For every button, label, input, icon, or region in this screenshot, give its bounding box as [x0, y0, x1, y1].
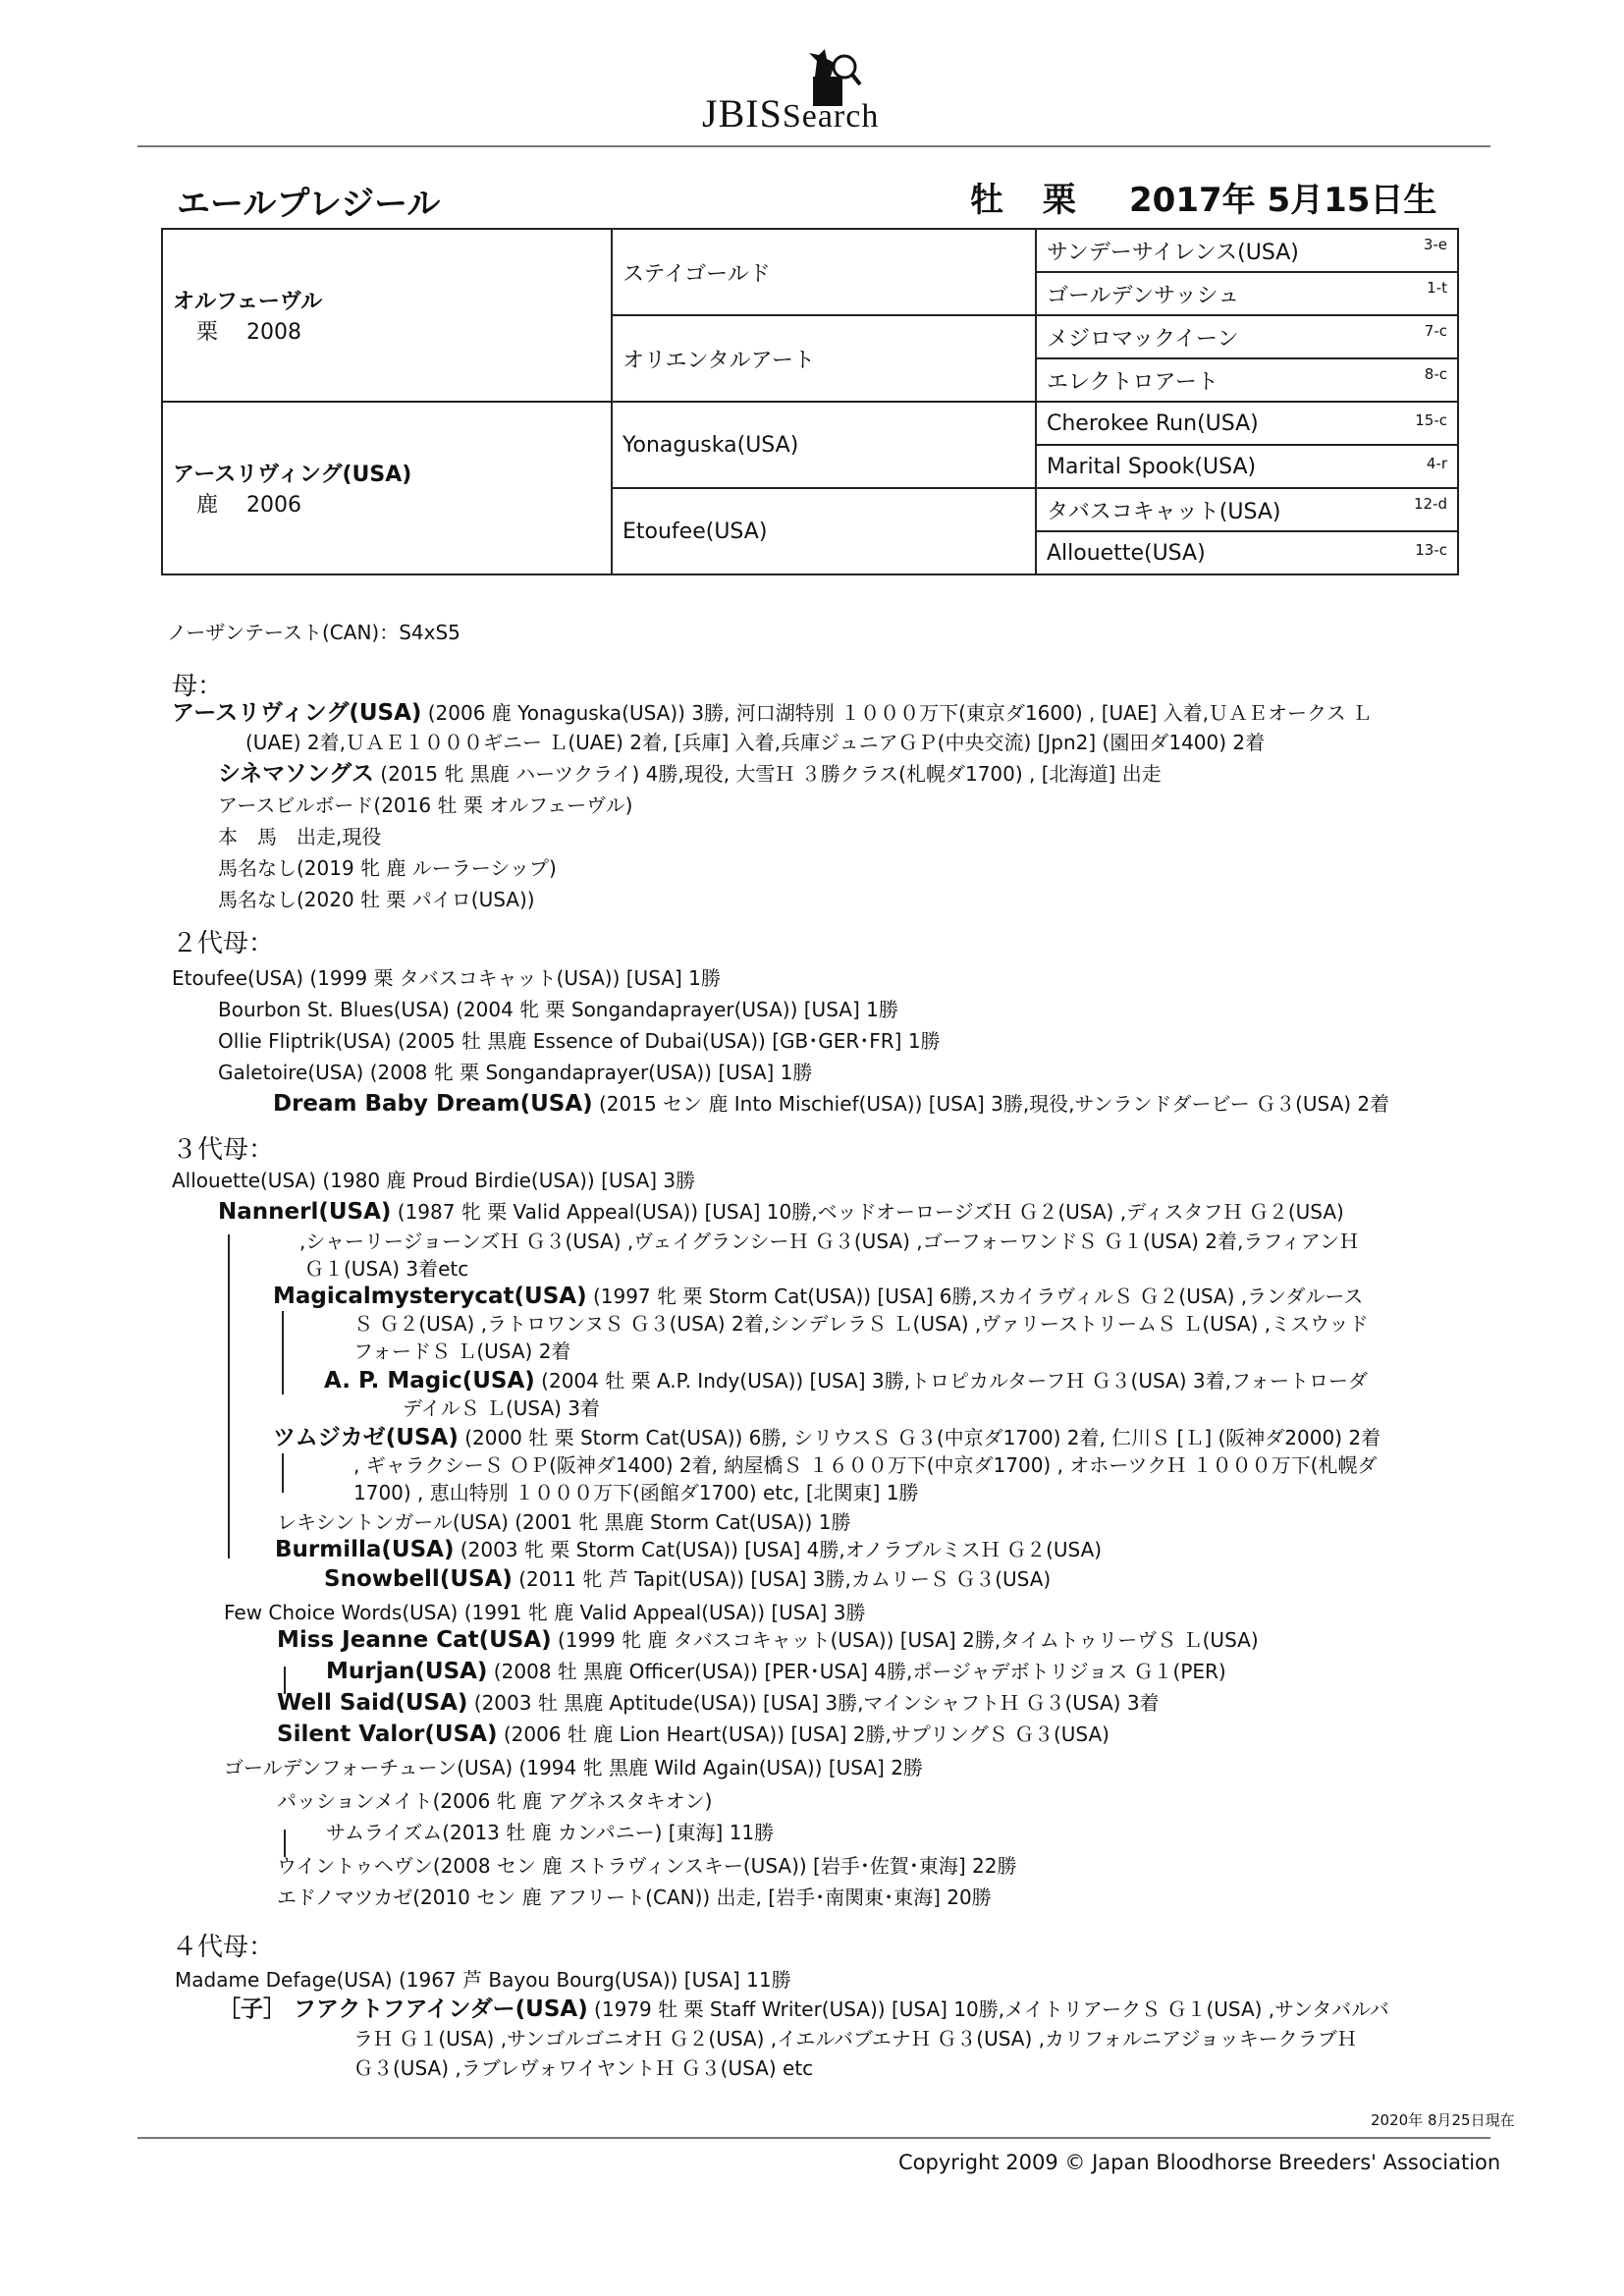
dam-dam: Etoufee(USA) — [612, 488, 1036, 574]
line-text: Etoufee(USA) (1999 栗 タバスコキャット(USA)) [USA] 1勝 — [172, 966, 721, 990]
family-line — [353, 1451, 1377, 1479]
family-line — [277, 1852, 1016, 1880]
line-text: (2003 牡 黒鹿 Aptitude(USA)) [USA] 3勝,マインシャフトＨ Ｇ３(USA) 3着 — [467, 1691, 1160, 1715]
line-text: (1997 牝 栗 Storm Cat(USA)) [USA] 6勝,スカイラヴィルＳ Ｇ２(USA) ,ランダルース — [586, 1285, 1364, 1308]
family-line — [172, 699, 1372, 727]
family-line — [277, 1508, 850, 1536]
family-line — [353, 2054, 813, 2082]
birth-date: 2017年 5月15日生 — [1129, 181, 1437, 220]
jbis-logo — [702, 47, 957, 140]
line-text: (2006 牡 鹿 Lion Heart(USA)) [USA] 2勝,サプリングＳ Ｇ３(USA) — [497, 1722, 1110, 1746]
line-text: ゴールデンフォーチューン(USA) (1994 牝 黒鹿 Wild Again(USA)) [USA] 2勝 — [224, 1756, 923, 1779]
section-4th-dam: ４代母： — [172, 1933, 275, 1962]
family-line — [218, 760, 1162, 788]
family-line — [326, 1658, 1226, 1685]
family-line — [172, 964, 721, 992]
horse-bold-name: Snowbell(USA) — [324, 1566, 513, 1592]
family-line — [218, 886, 535, 913]
line-text: フォードＳ Ｌ(USA) 2着 — [353, 1339, 571, 1363]
line-text: Ｇ３(USA) ,ラブレヴォワイヤントＨ Ｇ３(USA) etc — [353, 2056, 814, 2080]
line-text: (1987 牝 栗 Valid Appeal(USA)) [USA] 10勝,ベッドオーロージズＨ Ｇ２(USA) ,ディスタフＨ Ｇ２(USA) — [391, 1200, 1344, 1224]
sire-cell: オルフェーヴル 栗 2008 — [162, 229, 612, 402]
gen3-cell: Marital Spook(USA) 4-r — [1036, 445, 1458, 488]
line-text: (2008 牡 黒鹿 Officer(USA)) [PER･USA] 4勝,ポージャデボトリジョス Ｇ１(PER) — [487, 1660, 1226, 1683]
sire-sire: ステイゴールド — [612, 229, 1036, 315]
family-line — [218, 1995, 1389, 2023]
line-text: Ｇ１(USA) 3着etc — [304, 1257, 469, 1281]
horse-bold-name: シネマソングス — [218, 761, 374, 787]
section-dam: 母： — [172, 672, 224, 701]
family-line — [218, 1027, 941, 1055]
horse-bold-name: ツムジカゼ(USA) — [273, 1425, 459, 1450]
horse-bold-name: アースリヴィング(USA) — [172, 700, 422, 726]
family-line — [304, 1255, 468, 1283]
horse-bold-name: Murjan(USA) — [326, 1659, 488, 1684]
gen3-cell: Allouette(USA) 13-c — [1036, 531, 1458, 574]
line-text: (2011 牝 芦 Tapit(USA)) [USA] 3勝,カムリーＳ Ｇ３(USA) — [512, 1567, 1052, 1591]
line-text: ウイントゥヘヴン(2008 セン 鹿 ストラヴィンスキー(USA)) [岩手･佐賀･東海] 22勝 — [277, 1854, 1017, 1878]
family-line — [273, 1424, 1380, 1451]
line-text: パッションメイト(2006 牝 鹿 アグネスタキオン) — [277, 1789, 713, 1813]
line-text: Ollie Fliptrik(USA) (2005 牡 黒鹿 Essence of Dubai(USA)) [GB･GER･FR] 1勝 — [218, 1029, 941, 1053]
horse-bold-name: Magicalmysterycat(USA) — [273, 1284, 587, 1309]
family-line — [273, 1283, 1363, 1310]
line-text: Galetoire(USA) (2008 牝 栗 Songandaprayer(USA)) [USA] 1勝 — [218, 1061, 813, 1084]
logo-text: JBISSearch — [702, 91, 880, 136]
gen3-cell: メジロマックイーン 7-c — [1036, 315, 1458, 358]
section-2nd-dam: ２代母： — [172, 929, 275, 958]
family-line — [224, 1754, 923, 1781]
line-text: 馬名なし(2019 牝 鹿 ルーラーシップ) — [218, 856, 557, 880]
family-line — [353, 2025, 1357, 2052]
family-line — [277, 1787, 712, 1815]
line-text: 本 馬 出走,現役 — [218, 825, 382, 848]
horse-bold-name: Burmilla(USA) — [275, 1537, 455, 1562]
horse-bold-name: Silent Valor(USA) — [277, 1722, 498, 1747]
line-text: , ギャラクシーＳ ＯＰ(阪神ダ1400) 2着, 納屋橋Ｓ １６００万下(中京ダ1700) , オホーツクＨ １０００万下(札幌ダ — [353, 1453, 1378, 1477]
horse-bold-name: Miss Jeanne Cat(USA) — [277, 1627, 552, 1653]
family-line — [324, 1367, 1368, 1394]
line-text: (2003 牝 栗 Storm Cat(USA)) [USA] 4勝,オノラブルミスＨ Ｇ２(USA) — [454, 1538, 1103, 1561]
family-line — [353, 1338, 570, 1365]
gen3-cell: Cherokee Run(USA) 15-c — [1036, 402, 1458, 445]
line-text: (UAE) 2着,ＵＡＥ１０００ギニー Ｌ(UAE) 2着, [兵庫] 入着,兵庫ジュニアＧＰ(中央交流) [Jpn2] (園田ダ1400) 2着 — [245, 731, 1266, 754]
line-text: エドノマツカゼ(2010 セン 鹿 アフリート(CAN)) 出走, [岩手･南関東･東海] 20勝 — [277, 1886, 992, 1909]
line-text: デイルＳ Ｌ(USA) 3着 — [403, 1396, 601, 1420]
dam-sire: Yonaguska(USA) — [612, 402, 1036, 488]
line-text: (1979 牡 栗 Staff Writer(USA)) [USA] 10勝,メイトリアークＳ Ｇ１(USA) ,サンタバルバ — [587, 1997, 1389, 2021]
family-line — [218, 996, 898, 1023]
line-text: Bourbon St. Blues(USA) (2004 牝 栗 Songandaprayer(USA)) [USA] 1勝 — [218, 998, 898, 1021]
line-text: ラＨ Ｇ１(USA) ,サンゴルゴニオＨ Ｇ２(USA) ,イエルバブエナＨ Ｇ３(USA) ,カリフォルニアジョッキークラブＨ — [353, 2027, 1357, 2050]
horse-bold-name: Nannerl(USA) — [218, 1199, 392, 1225]
line-text: (2000 牡 栗 Storm Cat(USA)) 6勝, シリウスＳ Ｇ３(中京ダ1700) 2着, 仁川Ｓ [Ｌ] (阪神ダ2000) 2着 — [458, 1426, 1381, 1449]
line-text: Ｓ Ｇ２(USA) ,ラトロワンヌＳ Ｇ３(USA) 2着,シンデレラＳ Ｌ(USA) ,ヴァリーストリームＳ Ｌ(USA) ,ミスウッド — [353, 1312, 1369, 1336]
dam-cell: アースリヴィング(USA) 鹿 2006 — [162, 402, 612, 574]
pedigree-table — [161, 228, 1459, 575]
sex-color: 牡 栗 — [970, 181, 1090, 220]
gen3-cell: エレクトロアート 8-c — [1036, 358, 1458, 402]
horse-bold-name: A. P. Magic(USA) — [324, 1368, 535, 1394]
family-line — [353, 1479, 919, 1506]
tree-connector — [282, 1453, 284, 1493]
family-line — [277, 1626, 1259, 1654]
tree-connector — [282, 1311, 284, 1394]
family-line — [218, 1059, 812, 1086]
sire-dam: オリエンタルアート — [612, 315, 1036, 402]
line-text: Few Choice Words(USA) (1991 牝 鹿 Valid Appeal(USA)) [USA] 3勝 — [224, 1601, 866, 1624]
family-line — [277, 1689, 1160, 1717]
as-of-date: 2020年 8月25日現在 — [1371, 2111, 1515, 2129]
line-text: Allouette(USA) (1980 鹿 Proud Birdie(USA)) [USA] 3勝 — [172, 1169, 696, 1192]
tree-connector — [228, 1234, 230, 1558]
family-line — [218, 823, 381, 850]
horse-bold-name: Dream Baby Dream(USA) — [273, 1091, 593, 1117]
family-line — [277, 1884, 992, 1911]
family-line — [273, 1090, 1389, 1118]
gen3-cell: タバスコキャット(USA) 12-d — [1036, 488, 1458, 531]
line-text: (2006 鹿 Yonaguska(USA)) 3勝, 河口湖特別 １０００万下(東京ダ1600) , [UAE] 入着,ＵＡＥオークス Ｌ — [421, 701, 1373, 725]
line-text: レキシントンガール(USA) (2001 牝 黒鹿 Storm Cat(USA)) 1勝 — [277, 1510, 851, 1534]
family-line — [299, 1228, 1359, 1255]
line-text: (1999 牝 鹿 タバスコキャット(USA)) [USA] 2勝,タイムトゥリーヴＳ Ｌ(USA) — [551, 1628, 1259, 1652]
line-text: 馬名なし(2020 牡 栗 パイロ(USA)) — [218, 888, 535, 911]
family-line — [218, 854, 557, 882]
family-line — [218, 792, 632, 819]
horse-bold-name: ［子］ フアクトフアインダー(USA) — [218, 1996, 588, 2022]
family-line — [218, 1198, 1344, 1226]
line-text: 1700) , 恵山特別 １０００万下(函館ダ1700) etc, [北関東] 1勝 — [353, 1481, 919, 1504]
horse-bold-name: Well Said(USA) — [277, 1690, 468, 1716]
line-text: (2015 牝 黒鹿 ハーツクライ) 4勝,現役, 大雪Ｈ ３勝クラス(札幌ダ1700) , [北海道] 出走 — [373, 762, 1162, 786]
family-line — [324, 1565, 1051, 1593]
bottom-divider — [137, 2137, 1490, 2139]
family-line — [245, 729, 1265, 756]
family-line — [403, 1394, 600, 1422]
family-line — [175, 1966, 791, 1994]
section-3rd-dam: ３代母： — [172, 1135, 275, 1165]
family-line — [224, 1599, 865, 1626]
inbreeding-note: ノーザンテースト(CAN)：S4xS5 — [167, 621, 460, 644]
gen3-cell: ゴールデンサッシュ 1-t — [1036, 272, 1458, 315]
line-text: (2015 セン 鹿 Into Mischief(USA)) [USA] 3勝,現役,サンランドダービー Ｇ３(USA) 2着 — [592, 1092, 1390, 1116]
family-line — [326, 1819, 774, 1846]
horse-name: エールプレジール — [177, 185, 441, 224]
line-text: ,シャーリージョーンズＨ Ｇ３(USA) ,ヴェイグランシーＨ Ｇ３(USA) ,ゴーフォーワンドＳ Ｇ１(USA) 2着,ラフィアンＨ — [299, 1230, 1359, 1253]
family-line — [353, 1310, 1369, 1338]
line-text: Madame Defage(USA) (1967 芦 Bayou Bourg(USA)) [USA] 11勝 — [175, 1968, 791, 1992]
gen3-cell: サンデーサイレンス(USA) 3-e — [1036, 229, 1458, 272]
line-text: サムライズム(2013 牡 鹿 カンパニー) [東海] 11勝 — [326, 1821, 775, 1844]
family-line — [172, 1167, 695, 1194]
line-text: (2004 牡 栗 A.P. Indy(USA)) [USA] 3勝,トロピカルターフＨ Ｇ３(USA) 3着,フォートローダ — [534, 1369, 1368, 1393]
top-divider — [137, 145, 1490, 147]
family-line — [277, 1721, 1110, 1748]
line-text: アースビルボード(2016 牡 栗 オルフェーヴル) — [218, 793, 633, 817]
family-line — [275, 1536, 1102, 1563]
copyright: Copyright 2009 © Japan Bloodhorse Breeders' Association — [898, 2151, 1501, 2174]
